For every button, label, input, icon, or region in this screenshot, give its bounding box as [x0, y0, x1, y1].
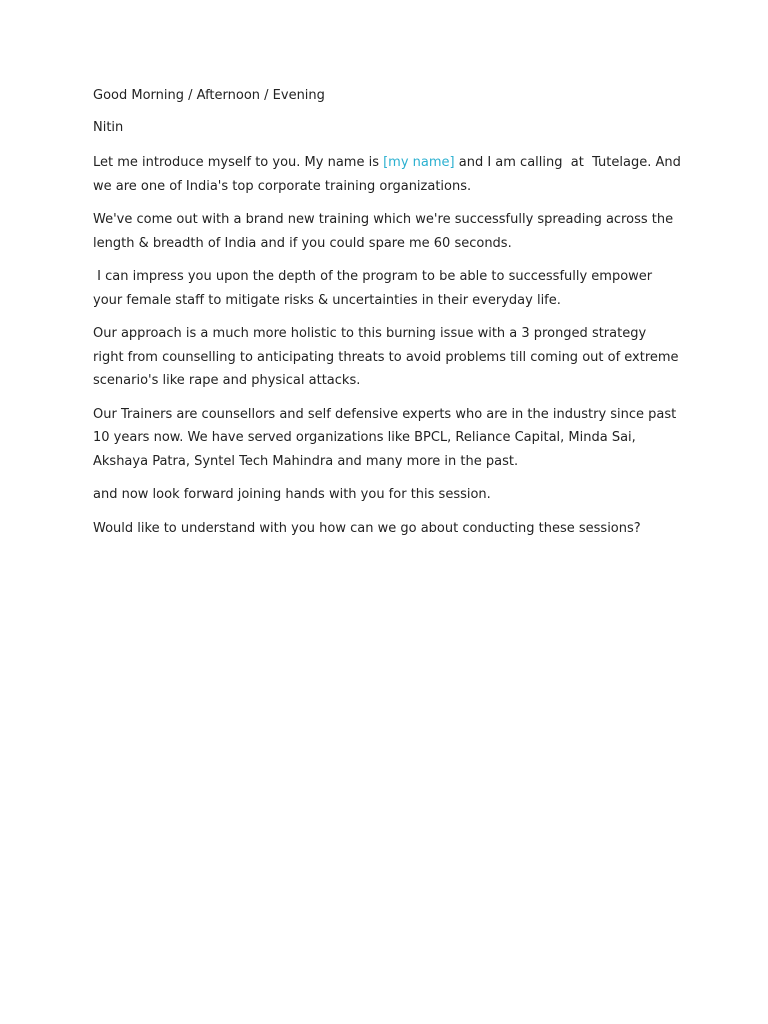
paragraph-trainers: Our Trainers are counsellors and self defensive experts who are in the industry since past 10 years now. We have served organizations like BPCL, Reliance Capital, Minda Sai, Akshaya Patra, Syntel Tech Mahindra and many more in the past. — [93, 406, 681, 469]
name-placeholder: [my name] — [383, 155, 455, 170]
paragraph-new-training: We've come out with a brand new training which we're successfully spreading across the length & breadth of India and if you could spare me 60 seconds. — [93, 212, 678, 251]
paragraph-joining-hands: and now look forward joining hands with you for this session. — [93, 487, 491, 502]
recipient-name: Nitin — [93, 119, 124, 135]
paragraph-program-depth: I can impress you upon the depth of the program to be able to successfully empower your female staff to mitigate risks & uncertainties in their everyday life. — [93, 269, 657, 308]
greeting-line: Good Morning / Afternoon / Evening — [93, 88, 325, 103]
paragraph-approach: Our approach is a much more holistic to this burning issue with a 3 pronged strategy right from counselling to anticipating threats to avoid problems till coming out of extreme scenario's like rape and physical attacks. — [93, 326, 683, 388]
intro-text-before: Let me introduce myself to you. My name is — [93, 155, 384, 170]
letter-body — [93, 84, 686, 550]
paragraph-closing-question: Would like to understand with you how can we go about conducting these sessions? — [93, 520, 641, 536]
intro-text-after: and I am calling at Tutelage. And we are one of India's top corporate training organizations. — [93, 155, 686, 194]
intro-paragraph — [93, 151, 686, 198]
